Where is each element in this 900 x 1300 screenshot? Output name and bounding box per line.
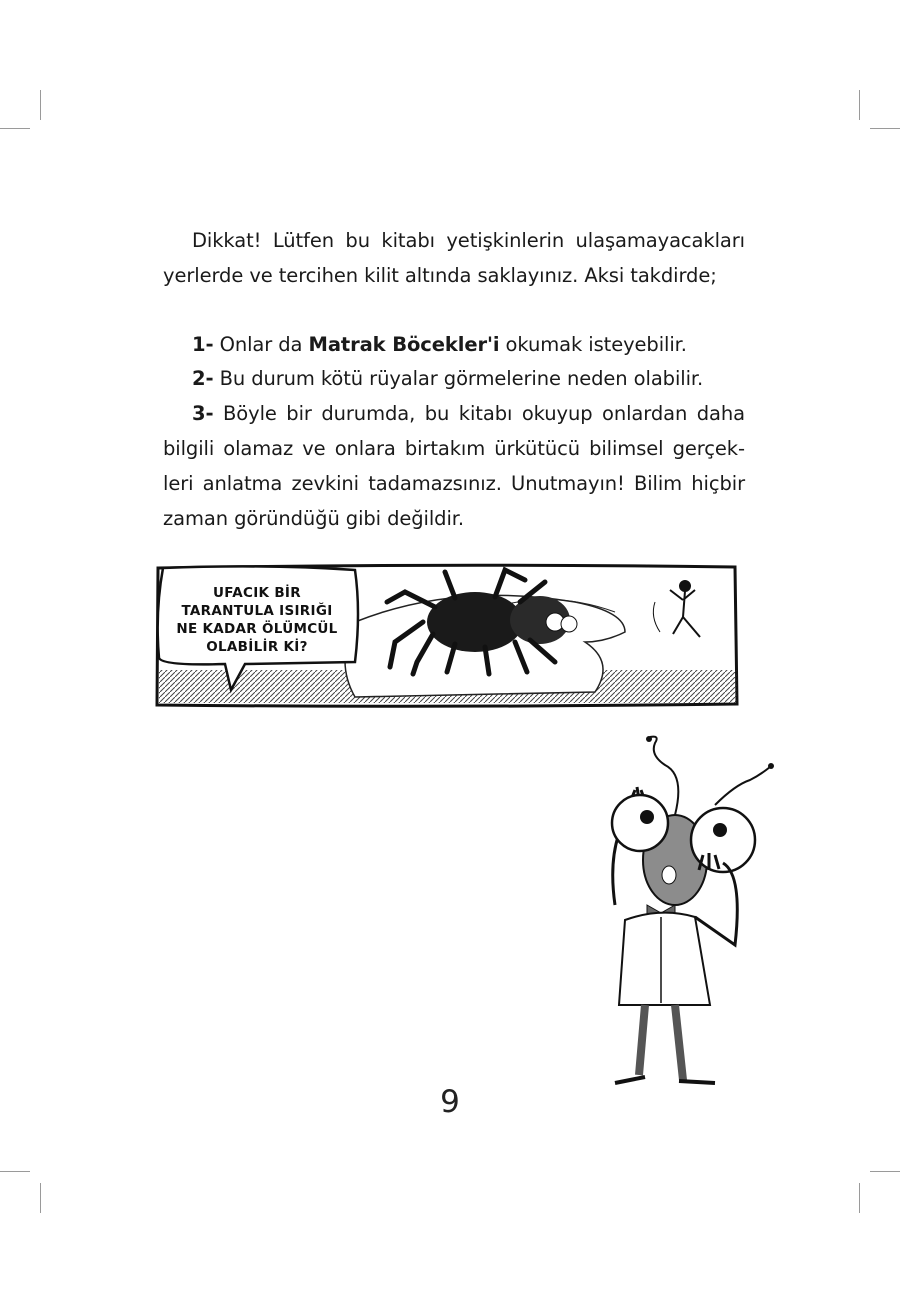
page-number: 9 bbox=[440, 1084, 460, 1120]
crop-mark bbox=[40, 1183, 41, 1213]
item-number: 3- bbox=[192, 402, 214, 426]
item-text: Böyle bir durumda, bu kitabı okuyup onlardan daha bilgili olamaz ve onlara birtakım ürkütücü bilimsel gerçekleri anlatma zevkini tadamazsınız. Unutmayın! Bilim hiçbir zaman göründüğü gibi değildir. bbox=[163, 402, 745, 530]
intro-paragraph: Dikkat! Lütfen bu kitabı yetişkinlerin ulaşamayacakları yerlerde ve tercihen kilit altında saklayınız. Aksi takdirde; bbox=[163, 229, 745, 287]
book-title: Matrak Böcekler'i bbox=[308, 332, 500, 356]
speech-line: UFACIK BİR bbox=[213, 585, 301, 601]
item-number: 1- bbox=[192, 332, 214, 356]
item-text: Onlar da bbox=[219, 332, 303, 356]
speech-line: NE KADAR ÖLÜMCÜL bbox=[176, 621, 338, 637]
list-item-1 bbox=[163, 328, 745, 363]
crop-mark bbox=[859, 90, 860, 120]
crop-mark bbox=[0, 1171, 30, 1172]
crop-mark bbox=[0, 128, 30, 129]
crop-mark bbox=[40, 90, 41, 120]
item-text: Bu durum kötü rüyalar görmelerine neden olabilir. bbox=[219, 367, 704, 391]
speech-line: TARANTULA ISIRIĞI bbox=[181, 603, 333, 619]
item-text: okumak isteyebilir. bbox=[505, 332, 687, 356]
warning-text bbox=[163, 224, 745, 536]
item-number: 2- bbox=[192, 367, 214, 391]
crop-mark bbox=[870, 1171, 900, 1172]
list-item-3 bbox=[163, 397, 745, 536]
speech-line: OLABİLİR Kİ? bbox=[206, 639, 308, 655]
list-item-2 bbox=[163, 362, 745, 397]
crop-mark bbox=[870, 128, 900, 129]
comic-strip bbox=[155, 562, 739, 708]
scared-bug-scientist-illustration bbox=[575, 735, 780, 1090]
crop-mark bbox=[859, 1183, 860, 1213]
